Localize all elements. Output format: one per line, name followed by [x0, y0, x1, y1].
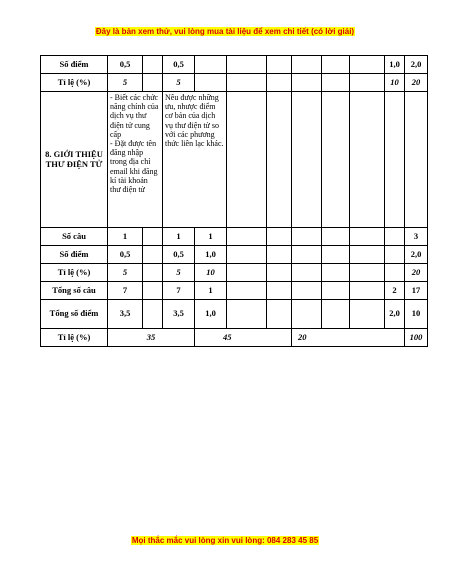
cell: [143, 282, 163, 300]
cell: [292, 264, 322, 282]
cell: 2,0: [405, 56, 428, 74]
cell: [322, 300, 350, 329]
cell: 10: [385, 74, 405, 92]
table-row: [41, 329, 428, 347]
row-label: Số câu: [41, 228, 108, 246]
section-title: 8. GIỚI THIỆU THƯ ĐIỆN TỬ: [41, 92, 108, 228]
cell: [350, 56, 385, 74]
cell: [292, 300, 322, 329]
cell: 0,5: [108, 56, 143, 74]
cell: 7: [163, 282, 195, 300]
knowledge-description: [108, 92, 163, 228]
table-row: [41, 282, 428, 300]
cell: [143, 300, 163, 329]
preview-banner: Đây là bản xem thử, vui lòng mua tài liệu để xem chi tiết (có lời giải): [95, 27, 355, 36]
cell: [385, 246, 405, 264]
cell: [195, 74, 227, 92]
table-row: [41, 74, 428, 92]
cell: [267, 264, 292, 282]
cell: [385, 92, 405, 228]
cell: [322, 228, 350, 246]
cell: 0,5: [163, 56, 195, 74]
row-label: Số điểm: [41, 246, 108, 264]
cell: 2,0: [385, 300, 405, 329]
cell: [350, 74, 385, 92]
cell: [350, 92, 385, 228]
cell: [322, 282, 350, 300]
cell: [267, 246, 292, 264]
cell: [350, 228, 385, 246]
cell: [267, 282, 292, 300]
row-label: Tỉ lệ (%): [41, 74, 108, 92]
table-row: [41, 228, 428, 246]
cell: 2: [385, 282, 405, 300]
cell: [292, 92, 322, 228]
cell: 35: [108, 329, 195, 347]
cell: 0,5: [163, 246, 195, 264]
cell: [227, 300, 267, 329]
cell: [227, 264, 267, 282]
row-label: Tỉ lệ (%): [41, 264, 108, 282]
cell: 10: [195, 264, 227, 282]
cell: [267, 228, 292, 246]
cell: 1: [163, 228, 195, 246]
cell: [350, 264, 385, 282]
cell: [322, 56, 350, 74]
description-line: - Biết các chức năng chính của dịch vụ thư điện tử cung cấp: [110, 93, 159, 139]
cell: [267, 300, 292, 329]
cell: 1: [195, 282, 227, 300]
cell: [143, 264, 163, 282]
cell: [292, 74, 322, 92]
cell: 20: [405, 74, 428, 92]
cell: 5: [108, 74, 143, 92]
cell: [227, 56, 267, 74]
cell: [405, 92, 428, 228]
cell: [350, 246, 385, 264]
table-row: [41, 92, 428, 228]
row-label: Số điểm: [41, 56, 108, 74]
table-row: [41, 56, 428, 74]
cell: [227, 282, 267, 300]
cell: 1: [108, 228, 143, 246]
cell: 5: [163, 264, 195, 282]
cell: [322, 92, 350, 228]
cell: [385, 228, 405, 246]
cell: [267, 56, 292, 74]
cell: [227, 74, 267, 92]
description-line: - Đặt được tên đăng nhập trong địa chỉ email khi đăng kí tài khoản thư điện tử: [110, 138, 158, 194]
cell: [385, 264, 405, 282]
cell: 1,0: [195, 246, 227, 264]
cell: 2,0: [405, 246, 428, 264]
cell: [227, 228, 267, 246]
cell: 5: [108, 264, 143, 282]
cell: 1,0: [195, 300, 227, 329]
cell: [227, 92, 267, 228]
table-row: [41, 246, 428, 264]
cell: 10: [405, 300, 428, 329]
cell: 1: [195, 228, 227, 246]
cell: 7: [108, 282, 143, 300]
cell: 20: [405, 264, 428, 282]
cell: 100: [405, 329, 428, 347]
cell: [292, 246, 322, 264]
cell: [322, 246, 350, 264]
cell: [143, 228, 163, 246]
understanding-description: Nêu được những ưu, nhược điểm cơ bản của dịch vụ thư điện tử so với các phương thức liên lạc khác.: [163, 92, 227, 228]
row-label: Tổng số câu: [41, 282, 108, 300]
cell: [195, 56, 227, 74]
cell: [292, 56, 322, 74]
cell: 45: [195, 329, 292, 347]
cell: 3,5: [108, 300, 143, 329]
cell: [227, 246, 267, 264]
exam-matrix-table: [40, 55, 428, 347]
cell: [350, 282, 385, 300]
cell: 0,5: [108, 246, 143, 264]
table-row: [41, 264, 428, 282]
table-row: [41, 300, 428, 329]
cell: [267, 92, 292, 228]
row-label: Tổng số điểm: [41, 300, 108, 329]
cell: 5: [163, 74, 195, 92]
cell: [350, 300, 385, 329]
cell: [143, 56, 163, 74]
cell: [322, 74, 350, 92]
cell: 3: [405, 228, 428, 246]
row-label: Tỉ lệ (%): [41, 329, 108, 347]
cell: [322, 264, 350, 282]
cell: [143, 74, 163, 92]
cell: 1,0: [385, 56, 405, 74]
cell: [143, 246, 163, 264]
cell: [267, 74, 292, 92]
cell: [292, 282, 322, 300]
cell: 20: [292, 329, 405, 347]
cell: [292, 228, 322, 246]
cell: 3,5: [163, 300, 195, 329]
contact-banner: Mọi thắc mắc vui lòng xin vui lòng: 084 283 45 85: [131, 536, 319, 545]
cell: 17: [405, 282, 428, 300]
